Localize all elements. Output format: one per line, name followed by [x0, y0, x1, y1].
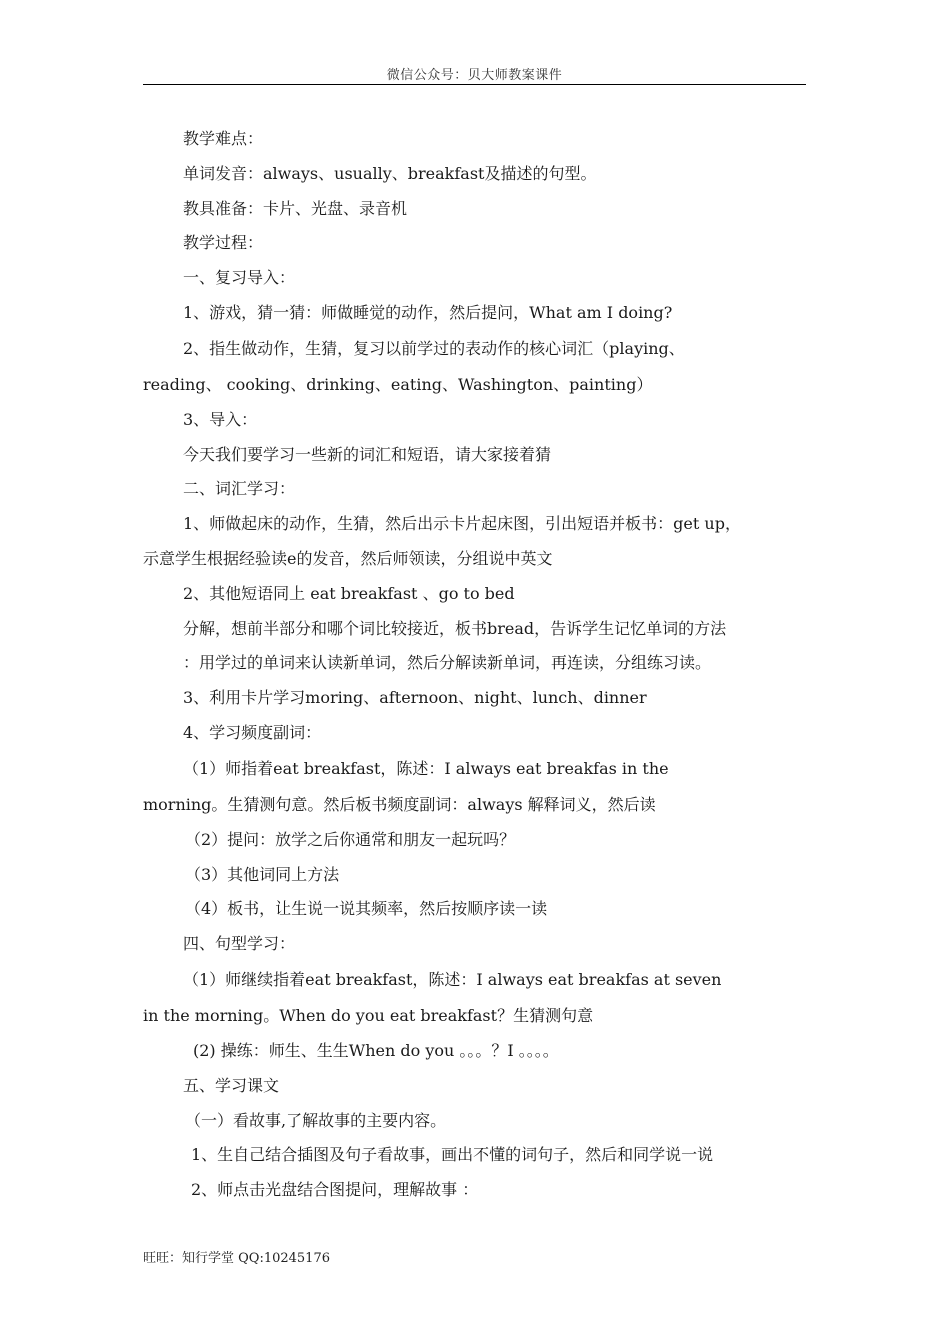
text-line: 今天我们要学习一些新的词汇和短语，请大家接着猜	[183, 444, 552, 464]
text-line: 3、利用卡片学习moring、afternoon、night、lunch、dinner	[183, 688, 647, 708]
text-line: 1、师做起床的动作，生猜，然后出示卡片起床图，引出短语并板书：get up，	[183, 514, 741, 534]
page-header: 微信公众号：贝大师教案课件	[386, 68, 563, 83]
text-line: （1）师继续指着eat breakfast，陈述：I always eat breakfas at seven	[183, 969, 722, 989]
text-line: （4）板书，让生说一说其频率，然后按顺序读一读	[185, 899, 548, 919]
text-line: （一）看故事,了解故事的主要内容。	[185, 1110, 447, 1130]
text-line: morning。生猜测句意。然后板书频度副词：always 解释词义，然后读	[143, 794, 656, 814]
text-line: 教具准备：卡片、光盘、录音机	[183, 198, 408, 218]
text-line: 示意学生根据经验读e的发音，然后师领读，分组说中英文	[143, 548, 553, 568]
text-line: 单词发音：always、usually、breakfast及描述的句型。	[183, 163, 597, 183]
text-line: 2、指生做动作，生猜，复习以前学过的表动作的核心词汇（playing、	[183, 338, 685, 358]
text-line: ：用学过的单词来认读新单词，然后分解读新单词，再连读，分组练习读。	[183, 653, 712, 673]
text-line: 一、复习导入：	[183, 268, 296, 288]
text-line: 3、导入：	[183, 409, 258, 429]
text-line: 1、生自己结合插图及句子看故事，画出不懂的词句子，然后和同学说一说	[191, 1145, 714, 1165]
header-rule	[143, 84, 806, 85]
text-line: (2) 操练：师生、生生When do you 。。。？I 。。。。	[193, 1040, 559, 1060]
text-line: （3）其他词同上方法	[185, 864, 340, 884]
text-line: 分解，想前半部分和哪个词比较接近，板书bread，告诉学生记忆单词的方法	[183, 618, 727, 638]
text-line: 二、词汇学习：	[183, 479, 296, 499]
text-line: 教学过程：	[183, 233, 264, 253]
text-line: 2、师点击光盘结合图提问，理解故事 ：	[191, 1180, 479, 1200]
text-line: 四、句型学习：	[183, 934, 296, 954]
document-body	[143, 122, 807, 1208]
text-line: （1）师指着eat breakfast，陈述：I always eat breakfas in the	[183, 758, 669, 778]
text-line: 1、游戏，猜一猜：师做睡觉的动作，然后提问，What am I doing?	[183, 302, 673, 322]
page-footer: 旺旺：知行学堂 QQ:10245176	[143, 1251, 330, 1266]
text-line: 4、学习频度副词：	[183, 722, 322, 742]
text-line: 2、其他短语同上 eat breakfast 、go to bed	[183, 583, 515, 603]
text-line: reading、 cooking、drinking、eating、Washington、painting）	[143, 374, 653, 394]
text-line: 五、学习课文	[183, 1075, 280, 1095]
text-line: in the morning。When do you eat breakfast？生猜测句意	[143, 1005, 594, 1025]
text-line: 教学难点：	[183, 129, 264, 148]
text-line: （2）提问：放学之后你通常和朋友一起玩吗？	[185, 829, 516, 849]
